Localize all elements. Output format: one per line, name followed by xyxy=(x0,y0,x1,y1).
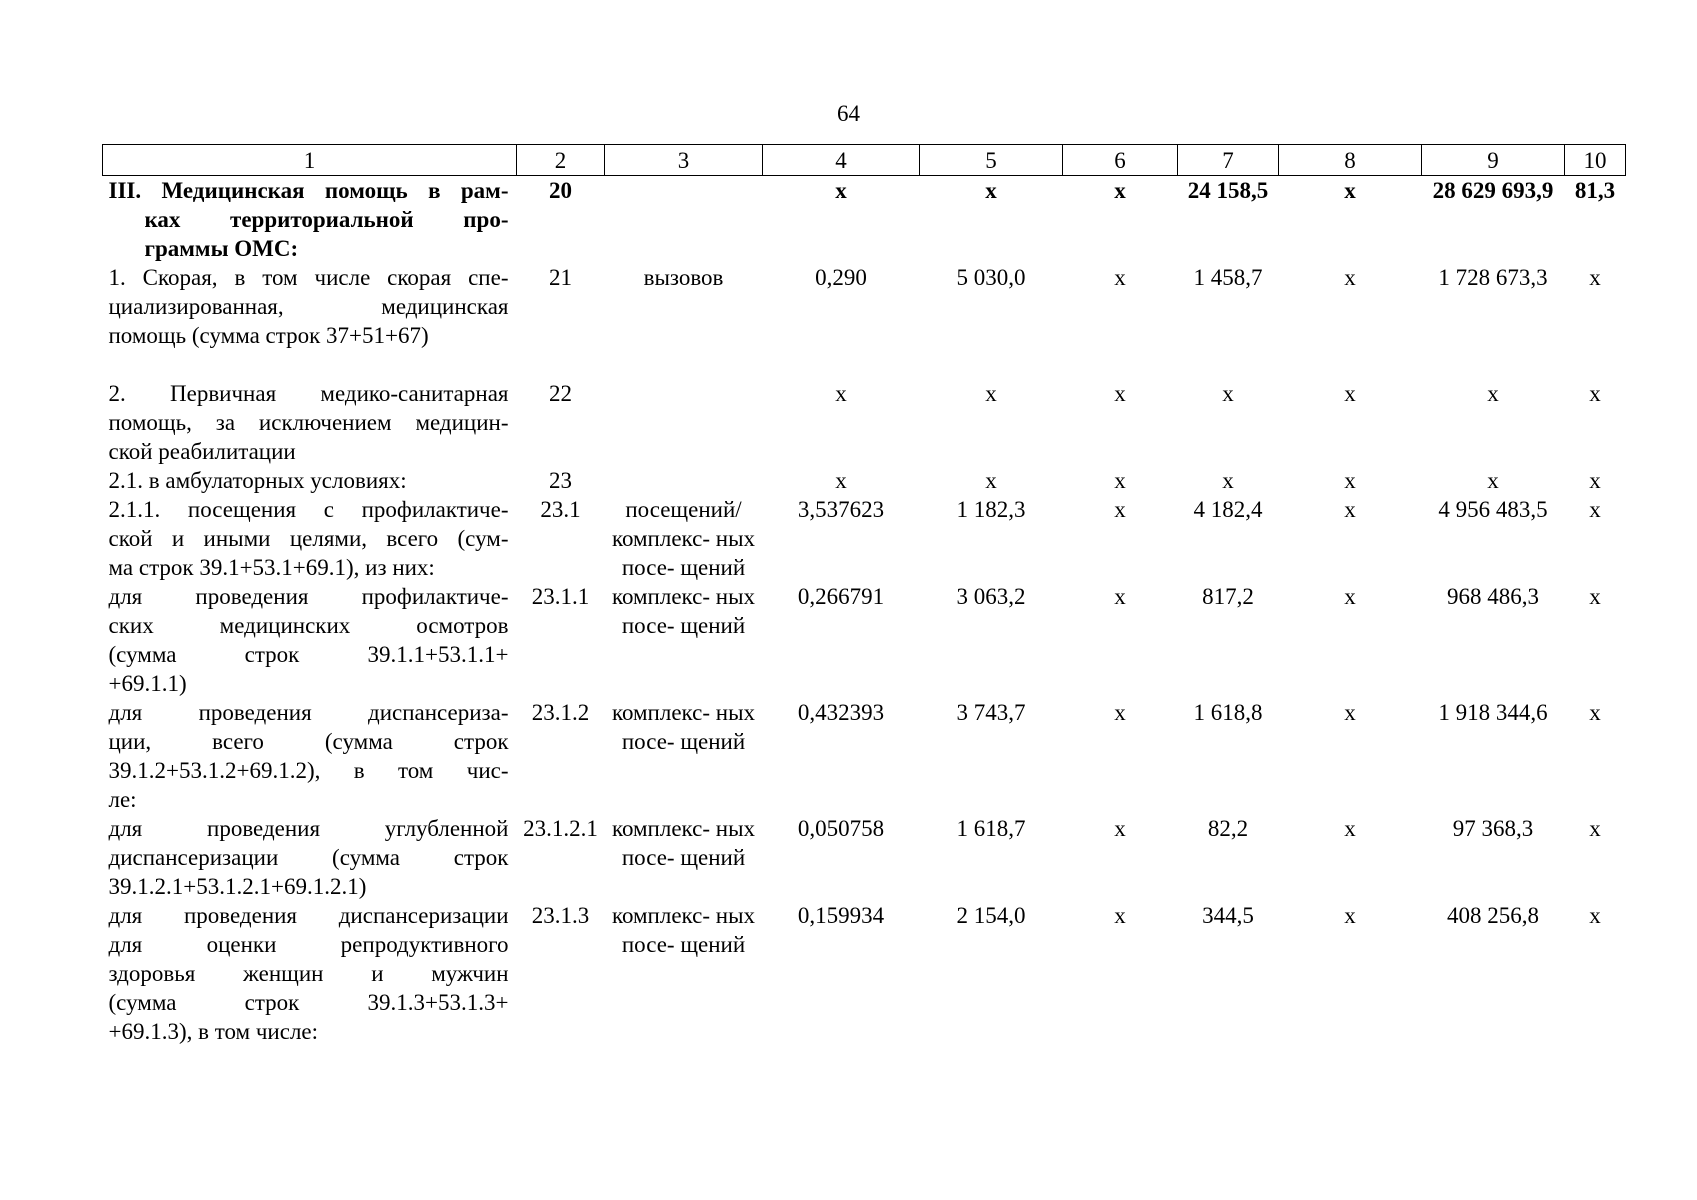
row-name-line: граммы ОМС: xyxy=(144,236,299,261)
row-name xyxy=(103,495,517,582)
row-unit xyxy=(605,176,763,264)
cell-col-9: х xyxy=(1487,468,1499,493)
cell-col-9: 1 918 344,6 xyxy=(1438,700,1548,725)
column-header-9: 9 xyxy=(1422,145,1565,176)
cell-col-4: 3,537623 xyxy=(797,497,885,522)
cell-col-10: х xyxy=(1589,700,1601,725)
cell-col-10: х xyxy=(1589,816,1601,841)
cell-col-7: 1 458,7 xyxy=(1193,265,1263,290)
row-unit: комплекс- ных посе- щений xyxy=(611,903,756,957)
cell-col-4: 0,050758 xyxy=(797,816,885,841)
row-name xyxy=(103,466,517,495)
cell-col-7: 24 158,5 xyxy=(1187,178,1269,203)
row-line-number: 23.1.2 xyxy=(531,700,590,725)
row-line-number: 23.1 xyxy=(540,497,581,522)
row-name-line: для проведения профилактиче- xyxy=(108,584,509,609)
cell-col-6: х xyxy=(1114,265,1126,290)
row-name-line: 2.1. в амбулаторных условиях: xyxy=(108,468,407,493)
row-name-line: ках территориальной про- xyxy=(144,207,509,232)
cell-col-10: х xyxy=(1589,497,1601,522)
cell-col-5: 1 618,7 xyxy=(956,816,1026,841)
cell-col-4: х xyxy=(835,178,847,203)
cell-col-10: х xyxy=(1589,265,1601,290)
cell-col-9: 968 486,3 xyxy=(1447,584,1539,609)
row-line-number: 20 xyxy=(549,178,572,203)
table-row xyxy=(103,379,1626,466)
row-name-line: для оценки репродуктивного xyxy=(108,932,509,957)
row-name xyxy=(103,176,517,264)
row-unit: комплекс- ных посе- щений xyxy=(611,816,756,870)
row-name-line: ции, всего (сумма строк xyxy=(108,729,509,754)
column-header-6: 6 xyxy=(1063,145,1178,176)
cell-col-10: х xyxy=(1589,468,1601,493)
cell-col-6: х xyxy=(1114,178,1126,203)
cell-col-5: 3 063,2 xyxy=(956,584,1026,609)
table-row xyxy=(103,263,1626,350)
row-unit: комплекс- ных посе- щений xyxy=(611,700,756,754)
row-line-number: 23.1.1 xyxy=(531,584,590,609)
table-row xyxy=(103,582,1626,698)
row-name xyxy=(103,582,517,698)
row-name-line: 1. Скорая, в том числе скорая спе- xyxy=(108,265,509,290)
row-name-line: помощь (сумма строк 37+51+67) xyxy=(108,323,429,348)
row-line-number: 23.1.3 xyxy=(531,903,590,928)
cell-col-9: 408 256,8 xyxy=(1447,903,1539,928)
row-unit xyxy=(605,379,763,466)
column-header-3: 3 xyxy=(605,145,763,176)
cell-col-10: х xyxy=(1589,903,1601,928)
column-header-2: 2 xyxy=(517,145,605,176)
column-header-8: 8 xyxy=(1279,145,1422,176)
cell-col-8: х xyxy=(1344,381,1356,406)
cell-col-7: 817,2 xyxy=(1202,584,1254,609)
cell-col-9: 28 629 693,9 xyxy=(1432,178,1554,203)
table-row xyxy=(103,698,1626,814)
row-name-line: 39.1.2+53.1.2+69.1.2), в том чис- xyxy=(108,758,509,783)
row-name-line: +69.1.3), в том числе: xyxy=(108,1019,319,1044)
row-unit: комплекс- ных посе- щений xyxy=(611,584,756,638)
column-header-7: 7 xyxy=(1178,145,1279,176)
row-name-line: (сумма строк 39.1.1+53.1.1+ xyxy=(108,642,509,667)
row-spacer xyxy=(103,350,1626,379)
row-name-line: здоровья женщин и мужчин xyxy=(108,961,509,986)
cell-col-10: х xyxy=(1589,584,1601,609)
cell-col-6: х xyxy=(1114,903,1126,928)
column-number-row xyxy=(103,145,1626,176)
cell-col-6: х xyxy=(1114,584,1126,609)
cell-col-6: х xyxy=(1114,381,1126,406)
row-name-line: для проведения диспансериза- xyxy=(108,700,509,725)
cell-col-7: х xyxy=(1222,468,1234,493)
row-name-line: ма строк 39.1+53.1+69.1), из них: xyxy=(108,555,435,580)
cell-col-6: х xyxy=(1114,816,1126,841)
page-number: 64 xyxy=(837,101,860,126)
table-row xyxy=(103,176,1626,264)
cell-col-9: 4 956 483,5 xyxy=(1438,497,1548,522)
cell-col-5: х xyxy=(985,178,997,203)
row-name-line: ских медицинских осмотров xyxy=(108,613,509,638)
row-name-line: ле: xyxy=(108,787,137,812)
cell-col-8: х xyxy=(1344,816,1356,841)
row-name-line: III. Медицинская помощь в рам- xyxy=(108,178,509,203)
row-line-number: 23 xyxy=(549,468,572,493)
cell-col-10: х xyxy=(1589,381,1601,406)
cell-col-5: х xyxy=(985,468,997,493)
cell-col-6: х xyxy=(1114,700,1126,725)
row-name xyxy=(103,814,517,901)
cell-col-4: 0,159934 xyxy=(797,903,885,928)
row-name-line: ской и иными целями, всего (сум- xyxy=(108,526,509,551)
cell-col-9: х xyxy=(1487,381,1499,406)
cell-col-8: х xyxy=(1344,497,1356,522)
row-unit: вызовов xyxy=(643,265,724,290)
row-name-line: +69.1.1) xyxy=(108,671,187,696)
row-line-number: 21 xyxy=(549,265,572,290)
cell-col-7: 4 182,4 xyxy=(1193,497,1263,522)
row-name-line: ской реабилитации xyxy=(108,439,296,464)
cell-col-9: 97 368,3 xyxy=(1452,816,1534,841)
cell-col-6: х xyxy=(1114,497,1126,522)
row-name-line: (сумма строк 39.1.3+53.1.3+ xyxy=(108,990,509,1015)
row-unit xyxy=(605,466,763,495)
row-name-line: 2. Первичная медико-санитарная xyxy=(108,381,509,406)
cell-col-7: 82,2 xyxy=(1207,816,1249,841)
table-row xyxy=(103,814,1626,901)
column-header-5: 5 xyxy=(920,145,1063,176)
table-row xyxy=(103,466,1626,495)
row-name xyxy=(103,901,517,1046)
cell-col-7: х xyxy=(1222,381,1234,406)
cell-col-7: 344,5 xyxy=(1202,903,1254,928)
cell-col-5: 2 154,0 xyxy=(956,903,1026,928)
cell-col-8: х xyxy=(1344,468,1356,493)
cell-col-4: 0,266791 xyxy=(797,584,885,609)
data-table xyxy=(102,144,1626,1046)
cell-col-6: х xyxy=(1114,468,1126,493)
cell-col-7: 1 618,8 xyxy=(1193,700,1263,725)
row-name-line: циализированная, медицинская xyxy=(108,294,509,319)
row-name-line: 2.1.1. посещения с профилактиче- xyxy=(108,497,509,522)
row-name-line: помощь, за исключением медицин- xyxy=(108,410,509,435)
cell-col-8: х xyxy=(1344,903,1356,928)
row-name xyxy=(103,379,517,466)
table-row xyxy=(103,901,1626,1046)
cell-col-4: х xyxy=(835,468,847,493)
row-name-line: диспансеризации (сумма строк xyxy=(108,845,509,870)
cell-col-5: х xyxy=(985,381,997,406)
column-header-10: 10 xyxy=(1565,145,1626,176)
row-line-number: 23.1.2.1 xyxy=(523,816,598,841)
row-name-line: для проведения диспансеризации xyxy=(108,903,509,928)
row-line-number: 22 xyxy=(549,381,572,406)
table-row xyxy=(103,495,1626,582)
row-name xyxy=(103,263,517,350)
column-header-4: 4 xyxy=(763,145,920,176)
cell-col-9: 1 728 673,3 xyxy=(1438,265,1548,290)
cell-col-8: х xyxy=(1344,178,1356,203)
cell-col-4: 0,290 xyxy=(815,265,867,290)
cell-col-8: х xyxy=(1344,700,1356,725)
cell-col-4: 0,432393 xyxy=(797,700,885,725)
cell-col-4: х xyxy=(835,381,847,406)
cell-col-10: 81,3 xyxy=(1574,178,1616,203)
cell-col-8: х xyxy=(1344,265,1356,290)
row-unit: посещений/ комплекс- ных посе- щений xyxy=(611,497,756,580)
cell-col-5: 1 182,3 xyxy=(956,497,1026,522)
row-name xyxy=(103,698,517,814)
row-name-line: для проведения углубленной xyxy=(108,816,509,841)
cell-col-8: х xyxy=(1344,584,1356,609)
cell-col-5: 3 743,7 xyxy=(956,700,1026,725)
row-name-line: 39.1.2.1+53.1.2.1+69.1.2.1) xyxy=(108,874,367,899)
column-header-1: 1 xyxy=(103,145,517,176)
spacer-cell xyxy=(103,350,1626,379)
cell-col-5: 5 030,0 xyxy=(956,265,1026,290)
